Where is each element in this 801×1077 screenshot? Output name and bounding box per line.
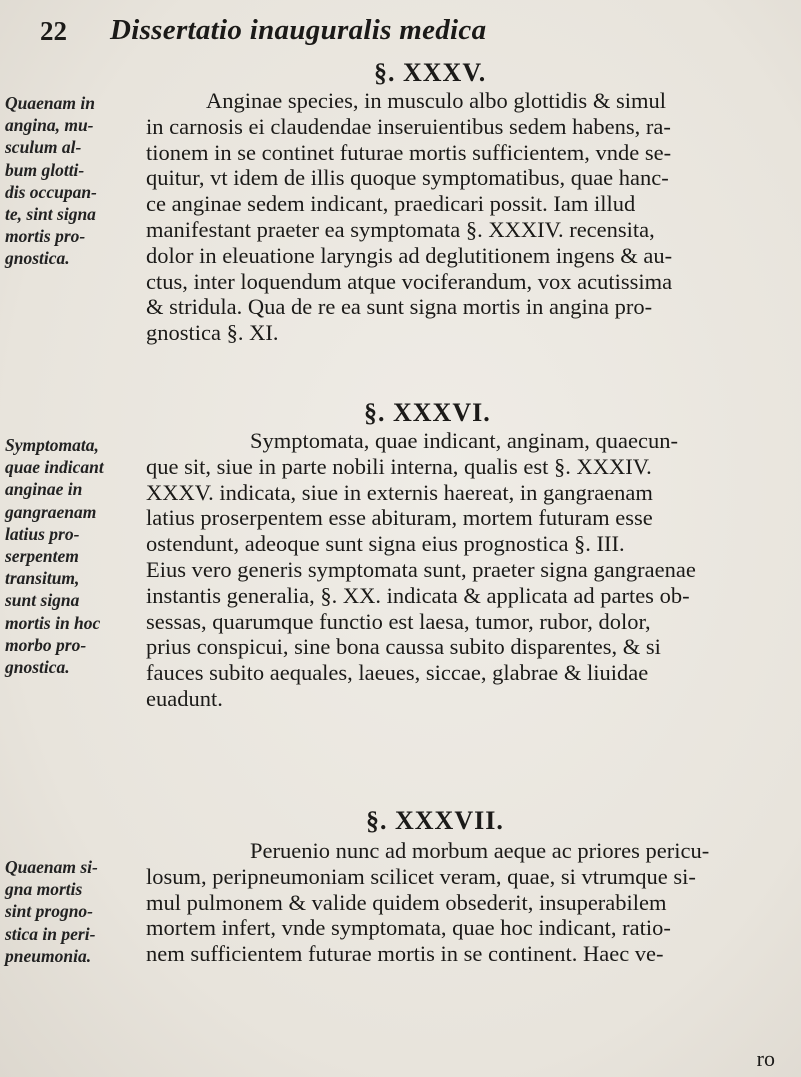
running-title: Dissertatio inauguralis medica xyxy=(110,14,487,46)
section-heading-36: §. XXXVI. xyxy=(364,398,491,427)
margin-line: te, sint signa xyxy=(5,204,96,225)
paragraph-37 xyxy=(146,838,786,967)
section-heading-35: §. XXXV. xyxy=(374,58,487,87)
text-line: in carnosis ei claudendae inseruientibus sedem habens, ra- xyxy=(146,113,671,139)
margin-line: Quaenam si- xyxy=(5,857,98,877)
section-heading-37: §. XXXVII. xyxy=(366,806,504,835)
margin-line: gangraenam xyxy=(5,501,97,522)
text-line: latius proserpentem esse abituram, mortem futuram esse xyxy=(146,505,653,531)
margin-line: mortis pro- xyxy=(5,226,86,247)
text-line: mortem infert, vnde symptomata, quae hoc indicant, ratio- xyxy=(146,915,671,941)
text-line: mul pulmonem & valide quidem obsederit, insuperabilem xyxy=(146,889,667,915)
text-line: ce anginae sedem indicant, praedicari possit. Iam illud xyxy=(146,191,636,217)
margin-line: gnostica. xyxy=(5,657,70,678)
margin-line: bum glotti- xyxy=(5,159,85,180)
text-line: Symptomata, quae indicant, anginam, quaecun- xyxy=(250,428,678,453)
margin-line: gna mortis xyxy=(5,879,83,900)
margin-note-37 xyxy=(5,856,130,967)
margin-line: sculum al- xyxy=(5,137,82,158)
margin-line: Quaenam in xyxy=(5,93,95,113)
text-line: losum, peripneumoniam scilicet veram, quae, si vtrumque si- xyxy=(146,863,696,889)
margin-line: morbo pro- xyxy=(5,634,87,655)
margin-line: angina, mu- xyxy=(5,115,94,136)
text-line: nem sufficientem futurae mortis in se continent. Haec ve- xyxy=(146,941,664,967)
paragraph-36 xyxy=(146,428,786,712)
text-line: ctus, inter loquendum atque vociferandum, vox acutissima xyxy=(146,268,673,294)
margin-note-35 xyxy=(5,92,130,270)
text-line: ostendunt, adeoque sunt signa eius prognostica §. III. xyxy=(146,531,625,557)
text-line: Eius vero generis symptomata sunt, praeter signa gangraenae xyxy=(146,556,696,582)
text-line: instantis generalia, §. XX. indicata & applicata ad partes ob- xyxy=(146,582,690,608)
text-line: tionem in se continet futurae mortis sufficientem, vnde se- xyxy=(146,139,672,165)
margin-line: latius pro- xyxy=(5,523,80,544)
margin-line: Symptomata, xyxy=(5,435,99,455)
catchword: ro xyxy=(756,1046,775,1071)
page-header xyxy=(40,14,740,54)
margin-line: pneumonia. xyxy=(5,945,92,966)
text-line: gnostica §. XI. xyxy=(146,320,279,346)
text-line: Anginae species, in musculo albo glottidis & simul xyxy=(206,88,666,113)
margin-line: sunt signa xyxy=(5,590,80,611)
page-number: 22 xyxy=(40,16,67,46)
text-line: prius conspicui, sine bona caussa subito disparentes, & si xyxy=(146,634,661,660)
margin-line: gnostica. xyxy=(5,248,70,269)
margin-line: transitum, xyxy=(5,568,80,589)
text-line: fauces subito aequales, laeues, siccae, glabrae & liuidae xyxy=(146,660,649,686)
margin-line: stica in peri- xyxy=(5,923,96,944)
margin-line: dis occupan- xyxy=(5,181,97,202)
text-line: sessas, quarumque functio est laesa, tumor, rubor, dolor, xyxy=(146,608,651,634)
text-line: Peruenio nunc ad morbum aeque ac priores pericu- xyxy=(250,838,710,863)
margin-line: quae indicant xyxy=(5,457,104,478)
text-line: manifestant praeter ea symptomata §. XXXIV. recensita, xyxy=(146,216,655,242)
text-line: euadunt. xyxy=(146,685,223,711)
text-line: dolor in eleuatione laryngis ad deglutitionem ingens & au- xyxy=(146,242,673,268)
margin-line: mortis in hoc xyxy=(5,612,101,633)
margin-line: anginae in xyxy=(5,479,83,500)
text-line: & stridula. Qua de re ea sunt signa mortis in angina pro- xyxy=(146,294,653,320)
text-line: XXXV. indicata, siue in externis haereat, in gangraenam xyxy=(146,479,653,505)
margin-line: serpentem xyxy=(5,546,79,567)
text-line: quitur, vt idem de illis quoque symptomatibus, quae hanc- xyxy=(146,165,669,191)
text-line: que sit, siue in parte nobili interna, qualis est §. XXXIV. xyxy=(146,453,652,479)
margin-note-36 xyxy=(5,434,130,678)
margin-line: sint progno- xyxy=(5,901,94,922)
paragraph-35 xyxy=(146,88,786,346)
